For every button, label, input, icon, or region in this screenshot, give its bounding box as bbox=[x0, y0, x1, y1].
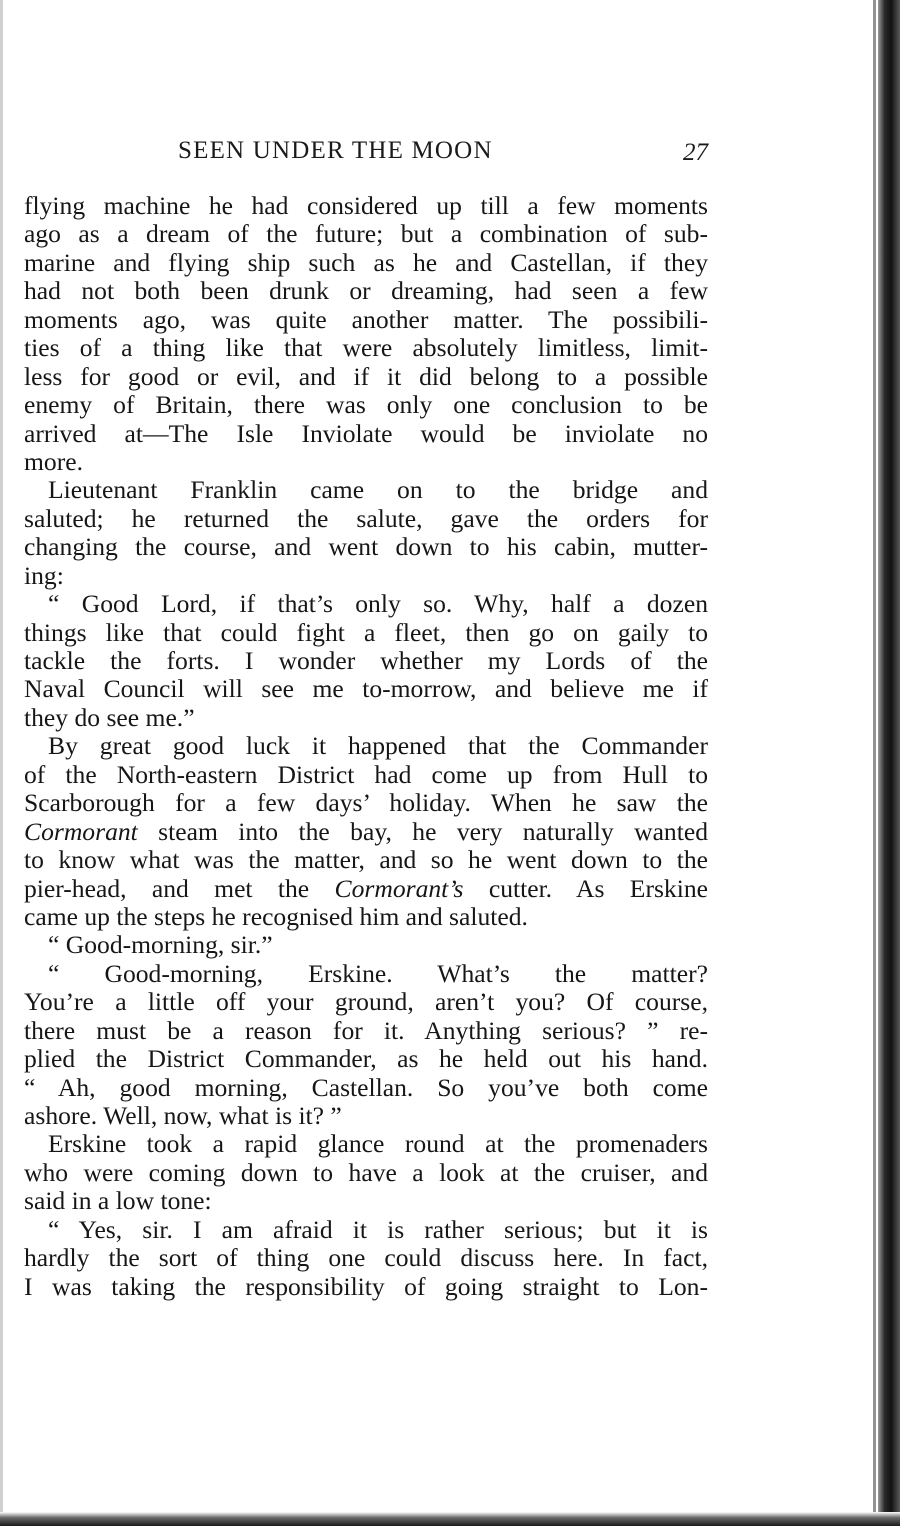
text-line: less for good or evil, and if it did belong to a possible bbox=[24, 361, 708, 391]
text-line: things like that could fight a fleet, then go on gaily to bbox=[24, 617, 708, 647]
paragraph-7 bbox=[24, 1130, 708, 1215]
text-run: steam into the bay, he very naturally wanted bbox=[137, 816, 708, 846]
text-line: You’re a little off your ground, aren’t you? Of course, bbox=[24, 987, 708, 1017]
page-number: 27 bbox=[683, 139, 708, 166]
text-line: flying machine he had considered up till a few moments bbox=[24, 191, 708, 220]
text-line: ashore. Well, now, what is it? ” bbox=[24, 1101, 342, 1130]
text-line: “ Good-morning, sir.” bbox=[48, 930, 273, 960]
text-line: “ Yes, sir. I am afraid it is rather serious; but it is bbox=[48, 1214, 708, 1244]
text-line: had not both been drunk or dreaming, had seen a few bbox=[24, 276, 708, 306]
page-gutter-line bbox=[873, 0, 876, 1526]
paragraph-3 bbox=[24, 590, 708, 732]
text-line: moments ago, was quite another matter. The possibili- bbox=[24, 304, 708, 334]
text-line: came up the steps he recognised him and saluted. bbox=[24, 901, 528, 931]
running-title: SEEN UNDER THE MOON bbox=[178, 137, 493, 164]
text-line: I was taking the responsibility of going straight to Lon- bbox=[24, 1271, 708, 1301]
text-line: enemy of Britain, there was only one conclusion to be bbox=[24, 390, 708, 420]
text-line: “ Good Lord, if that’s only so. Why, half a dozen bbox=[48, 589, 708, 619]
text-line: saluted; he returned the salute, gave the orders for bbox=[24, 503, 708, 533]
text-line: ties of a thing like that were absolutely limitless, limit- bbox=[24, 333, 708, 363]
paragraph-5 bbox=[24, 931, 708, 959]
text-line: there must be a reason for it. Anything serious? ” re- bbox=[24, 1015, 708, 1045]
text-line: changing the course, and went down to his cabin, mutter- bbox=[24, 532, 708, 562]
page-bottom-edge bbox=[0, 1512, 900, 1526]
text-line: Naval Council will see me to-morrow, and believe me if bbox=[24, 674, 708, 704]
text-line: Lieutenant Franklin came on to the bridge and bbox=[48, 475, 708, 505]
text-line: plied the District Commander, as he held out his hand. bbox=[24, 1044, 708, 1074]
body-text bbox=[24, 192, 708, 1301]
text-line: Scarborough for a few days’ holiday. When he saw the bbox=[24, 788, 708, 818]
paragraph-1 bbox=[24, 192, 708, 476]
text-line: ago as a dream of the future; but a combination of sub- bbox=[24, 219, 708, 249]
text-line: tackle the forts. I wonder whether my Lords of the bbox=[24, 646, 708, 675]
running-head bbox=[24, 137, 708, 171]
text-line: marine and flying ship such as he and Castellan, if they bbox=[24, 247, 708, 277]
text-line: arrived at—The Isle Inviolate would be inviolate no bbox=[24, 418, 708, 448]
text-line: said in a low tone: bbox=[24, 1186, 212, 1216]
scanner-edge-shadow bbox=[878, 0, 900, 1526]
text-line: who were coming down to have a look at the cruiser, and bbox=[24, 1157, 708, 1187]
text-line: hardly the sort of thing one could discuss here. In fact, bbox=[24, 1243, 708, 1273]
text-line: Erskine took a rapid glance round at the promenaders bbox=[48, 1129, 708, 1159]
text-line: more. bbox=[24, 446, 83, 476]
text-line: of the North-eastern District had come up from Hull to bbox=[24, 759, 708, 789]
text-run: cutter. As Erskine bbox=[463, 873, 708, 903]
ship-name-italic: Cormorant’s bbox=[334, 873, 464, 903]
paragraph-8 bbox=[24, 1216, 708, 1301]
ship-name-italic: Cormorant bbox=[24, 816, 138, 846]
text-line: to know what was the matter, and so he went down to the bbox=[24, 845, 708, 875]
paragraph-6 bbox=[24, 960, 708, 1131]
text-line: “ Ah, good morning, Castellan. So you’ve both come bbox=[24, 1072, 708, 1102]
paragraph-4 bbox=[24, 732, 708, 931]
text-line: By great good luck it happened that the Commander bbox=[48, 731, 708, 761]
page-left-edge bbox=[0, 0, 3, 1526]
text-line: they do see me.” bbox=[24, 702, 195, 732]
paragraph-2 bbox=[24, 476, 708, 590]
text-line bbox=[24, 875, 708, 903]
text-run: pier-head, and met the bbox=[24, 873, 335, 903]
text-line: ing: bbox=[24, 560, 64, 590]
text-line bbox=[24, 818, 708, 846]
text-line: “ Good-morning, Erskine. What’s the matter? bbox=[48, 958, 708, 988]
